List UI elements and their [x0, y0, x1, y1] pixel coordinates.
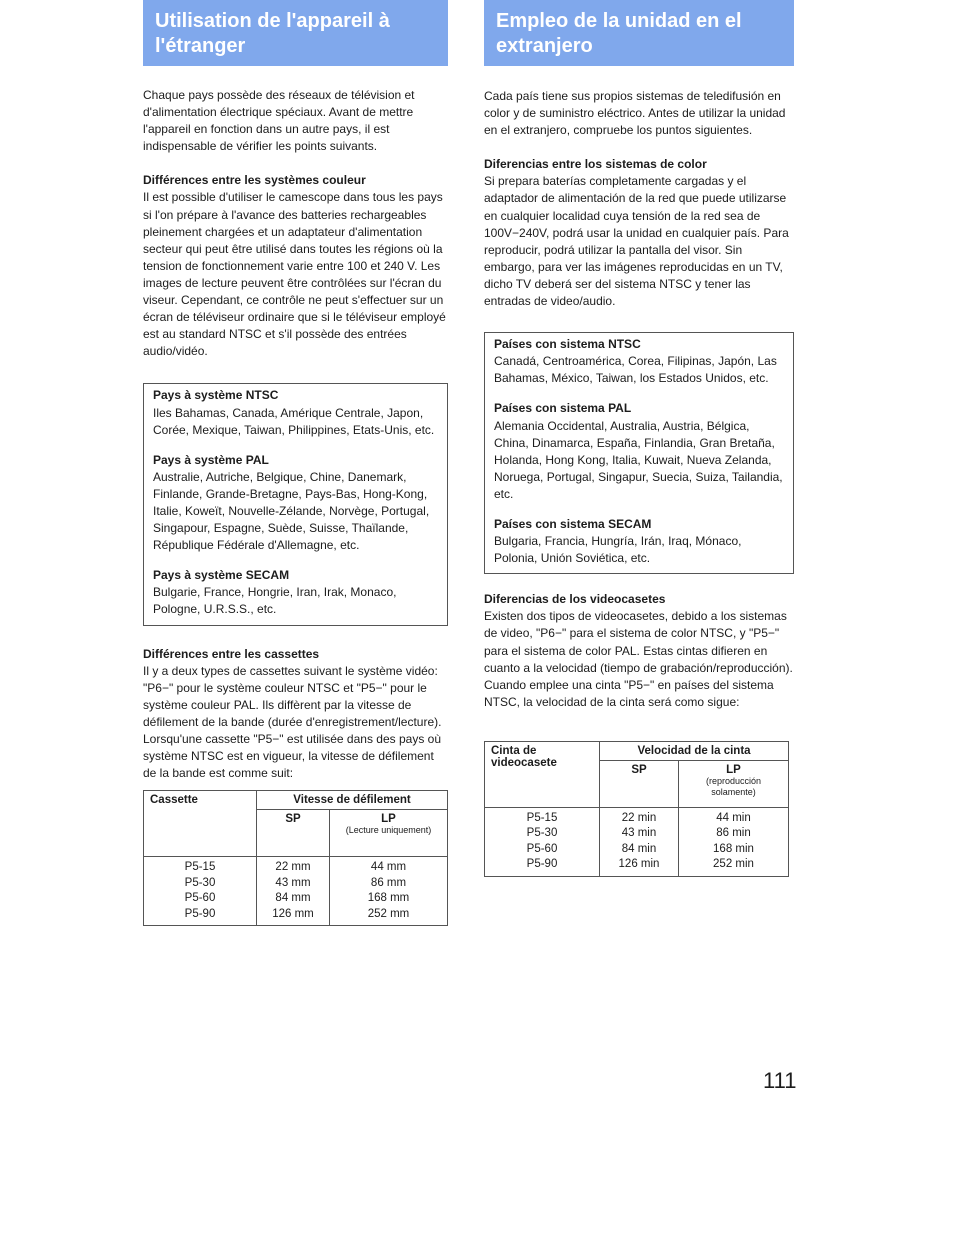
spanish-cassette-text: Existen dos tipos de videocasetes, debido a los sistemas de video, "P6−" para el sistema de color NTSC, y "P5−" para el sistema de color PAL. Estas cintas difieren en cuanto a la velocidad (tiempo de grabación/reproducción). Cuando emplee una cinta "P5−" en países del sistema NTSC, la velocidad de la cinta será como sigue: — [484, 609, 793, 709]
spanish-color-text: Si prepara baterías completamente cargadas y el adaptador de alimentación de la red que puede utilizarse en cualquier localidad cuya tensión de la red sea de 100V−240V, podrá usar la unidad en cualquier país. Para reproducir, podrá utilizar la pantalla del visor. Sin embargo, para ver las imágenes reproducidas en un TV, dicho TV deberá ser del sistema NTSC y tener las entradas de video/audio. — [484, 174, 789, 309]
french-table-lp-note: (Lecture uniquement) — [345, 825, 432, 836]
french-secam-text: Bulgarie, France, Hongrie, Iran, Irak, Monaco, Pologne, U.R.S.S., etc. — [153, 585, 397, 617]
french-speed-table — [143, 790, 448, 926]
french-pal-group — [153, 452, 438, 555]
spanish-pal-heading: Países con sistema PAL — [494, 401, 632, 416]
french-secam-heading: Pays à système SECAM — [153, 568, 290, 583]
french-table-cassettes: P5-15 P5-30 P5-60 P5-90 — [144, 857, 257, 926]
spanish-secam-group — [494, 516, 784, 567]
french-pal-text: Australie, Autriche, Belgique, Chine, Danemark, Finlande, Grande-Bretagne, Pays-Bas, Hong-Kong, Italie, Koweït, Nouvelle-Zélande, Norvège, Portugal, Singapour, Espagne, Suède, Suisse, Thaïlande, République Fédérale d'Allemagne, etc. — [153, 469, 430, 553]
spanish-table-lp-cell — [679, 760, 789, 807]
spanish-secam-text: Bulgaria, Francia, Hungría, Irán, Iraq, Mónaco, Polonia, Unión Soviética, etc. — [494, 534, 742, 566]
french-cassette-text: Il y a deux types de cassettes suivant le système vidéo: "P6−" pour le système couleur NTSC et "P5−" pour le système couleur PAL. Ils diffèrent par la vitesse de défilement de la bande (durée d'enregistrement/lecture). Lorsqu'une cassette "P5−" est utilisée dans des pays où système NTSC est en vigueur, la vitesse de défilement de la bande est comme suit: — [143, 663, 442, 781]
french-country-box — [143, 383, 448, 625]
spanish-intro: Cada país tiene sus propios sistemas de teledifusión en color y de suministro eléctrico. Antes de utilizar la unidad en el extranjero, compruebe los puntos siguientes. — [484, 89, 786, 138]
french-cassette-heading: Différences entre les cassettes — [143, 646, 320, 661]
spanish-table-cassettes: P5-15 P5-30 P5-60 P5-90 — [485, 807, 600, 876]
spanish-color-heading: Diferencias entre los sistemas de color — [484, 157, 707, 172]
french-color-text: Il est possible d'utiliser le camescope dans tous les pays si l'on prépare à l'avance des batteries rechargeables pleinement chargées et un adaptateur d'alimentation secteur qui peut être utilisé dans toutes les régions où la tension de fonctionnement varie entre 100 et 240 V. Les images de lecture peuvent être contrôlées sur l'écran du viseur. Cependant, ce contrôle ne peut s'effectuer sur un écran de téléviseur ordinaire que si le téléviseur employé est au standard NTSC et s'il possède des entrées audio/vidéo. — [143, 190, 446, 359]
spanish-country-box — [484, 332, 794, 574]
spanish-pal-group — [494, 400, 784, 503]
french-table-col-cassette: Cassette — [144, 791, 257, 857]
spanish-table-sp-values: 22 min 43 min 84 min 126 min — [600, 807, 679, 876]
spanish-ntsc-text: Canadá, Centroamérica, Corea, Filipinas, Japón, Las Bahamas, México, Taiwan, los Estados Unidos, etc. — [494, 354, 777, 386]
spanish-column — [484, 0, 794, 877]
french-pal-heading: Pays à système PAL — [153, 452, 269, 467]
french-table-lp-values: 44 mm 86 mm 168 mm 252 mm — [330, 857, 448, 926]
french-table-sp: SP — [257, 810, 330, 857]
spanish-ntsc-heading: Países con sistema NTSC — [494, 337, 641, 352]
french-ntsc-group — [153, 387, 438, 438]
spanish-table-sp: SP — [600, 760, 679, 807]
spanish-cassette-heading: Diferencias de los videocasetes — [484, 592, 666, 607]
french-table-col-speed: Vitesse de défilement — [257, 791, 448, 810]
french-intro: Chaque pays possède des réseaux de télévision et d'alimentation électrique spéciaux. Avant de mettre l'appareil en fonction dans un autre pays, il est indispensable de vérifier les points suivants. — [143, 88, 415, 154]
spanish-table-col-tape: Cinta de videocasete — [485, 741, 600, 807]
spanish-speed-table — [484, 741, 789, 877]
french-table-lp: LP — [381, 813, 396, 826]
spanish-ntsc-group — [494, 336, 784, 387]
french-column — [143, 0, 448, 926]
spanish-secam-heading: Países con sistema SECAM — [494, 516, 652, 531]
french-color-heading: Différences entre les systèmes couleur — [143, 173, 366, 188]
french-title: Utilisation de l'appareil à l'étranger — [143, 0, 448, 66]
spanish-table-lp: LP — [726, 763, 741, 776]
french-secam-group — [153, 567, 438, 618]
french-table-lp-cell — [330, 810, 448, 857]
french-table-sp-values: 22 mm 43 mm 84 mm 126 mm — [257, 857, 330, 926]
page-number: 111 — [763, 1068, 797, 1093]
french-ntsc-text: Iles Bahamas, Canada, Amérique Centrale, Japon, Corée, Mexique, Taiwan, Philippines, Etats-Unis, etc. — [153, 405, 435, 437]
spanish-table-lp-values: 44 min 86 min 168 min 252 min — [679, 807, 789, 876]
french-ntsc-heading: Pays à système NTSC — [153, 388, 279, 403]
spanish-pal-text: Alemania Occidental, Australia, Austria, Bélgica, China, Dinamarca, España, Finlandia, Gran Bretaña, Holanda, Hong Kong, Italia, Kuwait, Nueva Zelanda, Noruega, Portugal, Singapur, Suecia, Suiza, Tailandia, etc. — [494, 418, 783, 501]
spanish-table-col-speed: Velocidad de la cinta — [600, 741, 789, 760]
spanish-title: Empleo de la unidad en el extranjero — [484, 0, 794, 66]
spanish-table-lp-note: (reproducción solamente) — [705, 775, 762, 797]
